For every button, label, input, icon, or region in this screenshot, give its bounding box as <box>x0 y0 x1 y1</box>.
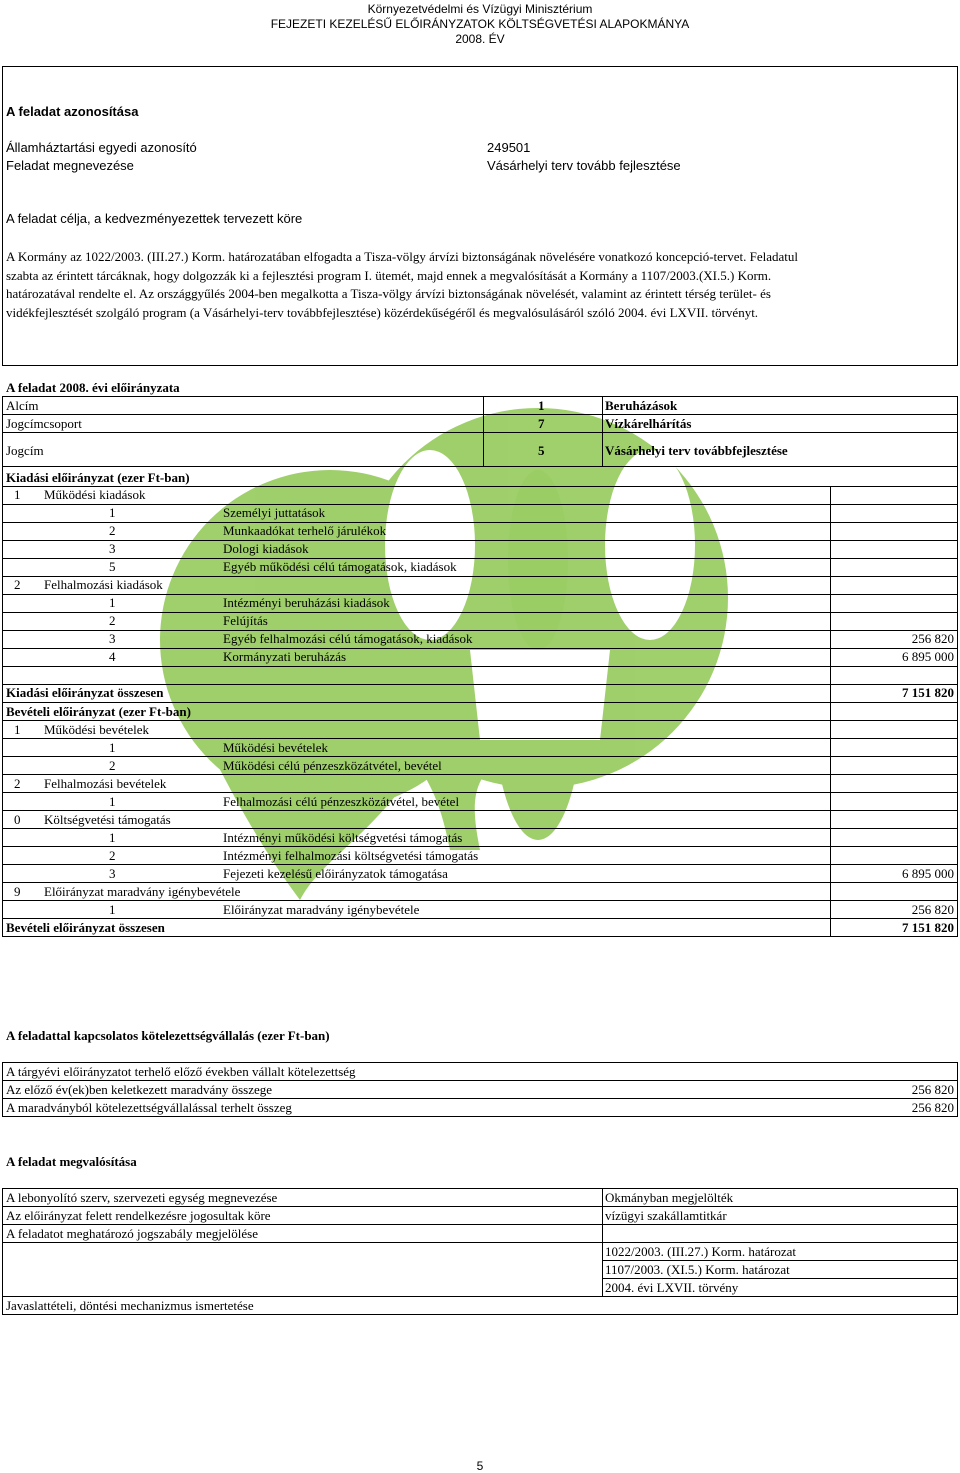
jogcimcsoport-label: Jogcímcsoport <box>6 416 82 431</box>
revenue-row-num: 2 <box>109 848 116 863</box>
expense-row-label: Dologi kiadások <box>223 541 309 556</box>
revenue-row-value: 256 820 <box>911 902 954 917</box>
legal-basis-label: A feladatot meghatározó jogszabály megjelölése <box>6 1226 258 1241</box>
revenue-row-num: 3 <box>109 866 116 881</box>
implementing-body-value: Okmányban megjelölték <box>605 1190 734 1205</box>
appropriation-title: A feladat 2008. évi előirányzata <box>6 380 180 395</box>
authorized-persons-label: Az előirányzat felett rendelkezésre jogosultak köre <box>6 1208 271 1223</box>
revenue-row-num: 1 <box>109 794 116 809</box>
legal-basis-item: 1107/2003. (XI.5.) Korm. határozat <box>605 1262 790 1277</box>
revenues-total-value: 7 151 820 <box>902 920 954 935</box>
expense-row-value: 256 820 <box>911 631 954 646</box>
authorized-persons-value: vízügyi szakállamtitkár <box>605 1208 727 1223</box>
implementation-title: A feladat megvalósítása <box>6 1154 137 1169</box>
expense-row-num: 5 <box>109 559 116 574</box>
expense-row-num: 4 <box>109 649 116 664</box>
revenue-row-label: Működési célú pénzeszközátvétel, bevétel <box>223 758 442 773</box>
id-value: 249501 <box>487 140 531 155</box>
document-title: FEJEZETI KEZELÉSŰ ELŐIRÁNYZATOK KÖLTSÉGVETÉSI ALAPOKMÁNYA <box>270 17 690 31</box>
revenues-title: Bevételi előirányzat (ezer Ft-ban) <box>6 704 191 719</box>
revenue-group-1-num: 1 <box>14 722 21 737</box>
expense-row-num: 1 <box>109 505 116 520</box>
jogcim-num: 5 <box>538 443 545 458</box>
revenue-row-num: 1 <box>109 830 116 845</box>
expense-group-2-label: Felhalmozási kiadások <box>44 577 163 592</box>
revenue-row-label: Előirányzat maradvány igénybevétele <box>223 902 420 917</box>
expense-row-label: Felújítás <box>223 613 268 628</box>
alcim-num: 1 <box>538 398 545 413</box>
expense-group-1-num: 1 <box>14 487 21 502</box>
commitment-row-value: 256 820 <box>911 1100 954 1115</box>
commitment-row-label: A maradványból kötelezettségvállalással terhelt összeg <box>6 1100 292 1115</box>
expense-row-num: 2 <box>109 613 116 628</box>
revenue-row-num: 1 <box>109 740 116 755</box>
revenue-group-2-label: Felhalmozási bevételek <box>44 776 167 791</box>
expense-row-label: Egyéb felhalmozási célú támogatások, kiadások <box>223 631 473 646</box>
expense-row-num: 3 <box>109 541 116 556</box>
expense-row-label: Munkaadókat terhelő járulékok <box>223 523 387 538</box>
expenses-total-label: Kiadási előirányzat összesen <box>6 685 164 700</box>
expense-row-label: Egyéb működési célú támogatások, kiadások <box>223 559 457 574</box>
revenue-row-label: Fejezeti kezelésű előirányzatok támogatása <box>223 866 448 881</box>
legal-basis-item: 1022/2003. (III.27.) Korm. határozat <box>605 1244 796 1259</box>
revenue-group-3-num: 0 <box>14 812 21 827</box>
expense-row-value: 6 895 000 <box>902 649 954 664</box>
expenses-total-value: 7 151 820 <box>902 685 954 700</box>
expense-row-label: Személyi juttatások <box>223 505 326 520</box>
jogcimcsoport-value: Vízkárelhárítás <box>605 416 692 431</box>
ministry-name: Környezetvédelmi és Vízügyi Minisztérium <box>367 2 593 16</box>
revenue-row-label: Intézményi felhalmozási költségvetési támogatás <box>223 848 479 863</box>
expense-row-num: 3 <box>109 631 116 646</box>
expense-row-label: Kormányzati beruházás <box>223 649 347 664</box>
revenue-group-4-label: Előirányzat maradvány igénybevétele <box>44 884 241 899</box>
jogcimcsoport-num: 7 <box>538 416 545 431</box>
decision-mechanism-label: Javaslattételi, döntési mechanizmus ismertetése <box>6 1298 254 1313</box>
implementing-body-label: A lebonyolító szerv, szervezeti egység megnevezése <box>6 1190 278 1205</box>
revenue-row-num: 1 <box>109 902 116 917</box>
purpose-title: A feladat célja, a kedvezményezettek tervezett köre <box>6 211 303 226</box>
jogcim-label: Jogcím <box>6 443 44 458</box>
revenue-row-label: Működési bevételek <box>223 740 329 755</box>
commitment-row-label: A tárgyévi előirányzatot terhelő előző években vállalt kötelezettség <box>6 1064 356 1079</box>
expense-row-label: Intézményi beruházási kiadások <box>223 595 390 610</box>
alcim-value: Beruházások <box>605 398 678 413</box>
revenues-total-label: Bevételi előirányzat összesen <box>6 920 165 935</box>
section-identification-title: A feladat azonosítása <box>6 104 139 119</box>
revenue-group-2-num: 2 <box>14 776 21 791</box>
revenue-row-label: Felhalmozási célú pénzeszközátvétel, bevétel <box>223 794 460 809</box>
expense-row-num: 1 <box>109 595 116 610</box>
purpose-text: A Kormány az 1022/2003. (III.27.) Korm. határozatában elfogadta a Tisza-völgy árvízi biztonságának növelésére vonatkozó koncepció-tervet. Feladatul szabta az érintett tárcáknak, hogy dolgozzák ki a fejlesztési program I. ütemét, majd ennek a megvalósítását a Kormány a 1107/2003.(XI.5.) Korm. határozatával rendelte el. Az országgyűlés 2004-ben megalkotta a Tisza-völgy árvízi biztonságának növelését, valamint az érintett térség terület- és vidékfejlesztését szolgáló program (a Vásárhelyi-terv továbbfejlesztése) közérdekűségéről és megvalósulásáról szóló 2004. évi LXVII. törvényt. <box>6 249 799 320</box>
revenue-group-3-label: Költségvetési támogatás <box>44 812 171 827</box>
legal-basis-item: 2004. évi LXVII. törvény <box>605 1280 739 1295</box>
expense-row-num: 2 <box>109 523 116 538</box>
revenue-row-label: Intézményi működési költségvetési támogatás <box>223 830 463 845</box>
commitments-title: A feladattal kapcsolatos kötelezettségvállalás (ezer Ft-ban) <box>6 1028 330 1043</box>
task-name-label: Feladat megnevezése <box>6 158 134 173</box>
revenue-group-4-num: 9 <box>14 884 21 899</box>
commitment-row-label: Az előző év(ek)ben keletkezett maradvány összege <box>6 1082 273 1097</box>
revenue-group-1-label: Működési bevételek <box>44 722 150 737</box>
expense-group-2-num: 2 <box>14 577 21 592</box>
jogcim-value: Vásárhelyi terv továbbfejlesztése <box>605 443 788 458</box>
alcim-label: Alcím <box>6 398 39 413</box>
revenue-row-num: 2 <box>109 758 116 773</box>
id-label: Államháztartási egyedi azonosító <box>6 140 197 155</box>
commitment-row-value: 256 820 <box>911 1082 954 1097</box>
document-year: 2008. ÉV <box>455 32 505 46</box>
expenses-title: Kiadási előirányzat (ezer Ft-ban) <box>6 470 190 485</box>
revenue-row-value: 6 895 000 <box>902 866 954 881</box>
task-name-value: Vásárhelyi terv tovább fejlesztése <box>487 158 681 173</box>
expense-group-1-label: Működési kiadások <box>44 487 146 502</box>
page-number: 5 <box>476 1459 484 1473</box>
